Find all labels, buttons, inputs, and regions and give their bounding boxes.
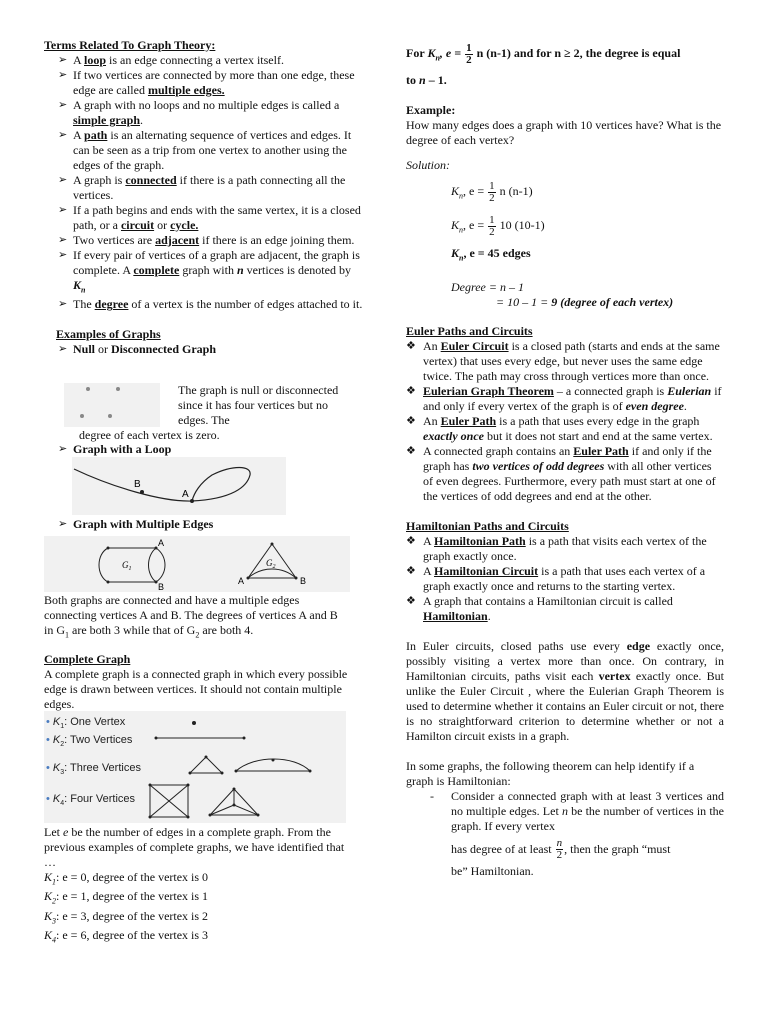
solution-label: Solution: <box>406 158 450 173</box>
terms-title: Terms Related To Graph Theory: <box>44 38 216 52</box>
hamiltonian-called-item: ❖ A graph that contains a Hamiltonian circuit is called Hamiltonian. <box>406 594 724 624</box>
term-simple-graph: ➢ A graph with no loops and no multiple edges is called a simple graph. <box>44 98 364 128</box>
term-loop: ➢ A loop is an edge connecting a vertex itself. <box>44 53 364 68</box>
vertex <box>149 816 152 819</box>
null-graph-heading-list <box>44 342 364 357</box>
edge <box>99 548 108 582</box>
degree-solution <box>406 280 724 310</box>
hamiltonian-title: Hamiltonian Paths and Circuits <box>406 518 569 533</box>
null-graph-svg <box>64 383 160 427</box>
vertex <box>271 543 274 546</box>
label-b: B <box>300 576 307 586</box>
term-multiple-edges: ➢ If two vertices are connected by more than one edge, these edge are called multiple edges. <box>44 68 364 98</box>
k4-label: • $K_4$: Four Vertices <box>46 793 136 808</box>
vertex <box>243 737 246 740</box>
euler-list <box>406 339 724 504</box>
examples-title: Examples of Graphs <box>56 327 161 342</box>
complete-graph-title: Complete Graph <box>44 652 131 666</box>
null-graph-figure <box>64 383 160 427</box>
vertex <box>108 414 112 418</box>
hamiltonian-circuit-item: ❖ A Hamiltonian Circuit is a path that uses each vertex of a graph exactly once and returns to the starting vertex. <box>406 564 724 594</box>
vertex <box>235 770 238 773</box>
right-column <box>406 42 724 879</box>
edge <box>156 548 165 582</box>
vertex <box>80 414 84 418</box>
kn-item: $K_1$: e = 0, degree of the vertex is 0 <box>44 870 209 887</box>
complete-graphs-figure <box>44 711 346 823</box>
vertex <box>116 387 120 391</box>
vertex <box>205 756 208 759</box>
k3-label: • $K_3$: Three Vertices <box>46 762 141 777</box>
edge <box>272 544 296 578</box>
terms-list <box>44 53 364 312</box>
vertex <box>149 784 152 787</box>
kn-item: $K_3$: e = 3, degree of the vertex is 2 <box>44 908 209 926</box>
vertex-b <box>140 490 144 494</box>
euler-path-condition-item: ❖ A connected graph contains an Euler Path if and only if the graph has two vertices of odd degrees with all other vertices of even degrees. Furthermore, every path must start at one of the vertices of odd degrees and end at the other. <box>406 444 724 504</box>
vertex <box>221 772 224 775</box>
vertex <box>272 759 275 762</box>
null-graph-text-2: degree of each vertex is zero. <box>79 428 220 442</box>
multi-graph-explanation: Both graphs are connected and have a multiple edges connecting vertices A and B. The degrees of vertices A and B in $G_1$ are both 3 while that of $G_2$ are both 4. <box>44 593 338 640</box>
loop-edge <box>74 468 250 502</box>
vertex <box>187 784 190 787</box>
vertex <box>233 788 236 791</box>
vertex <box>86 387 90 391</box>
term-connected: ➢ A graph is connected if there is a path connecting all the vertices. <box>44 173 364 203</box>
degree-step-1: Degree = n – 1 <box>451 279 524 294</box>
example-title: Example: <box>406 103 456 118</box>
solution-step-2: $K_n$, e = $\frac{1}{2}$ 10 (10-1) <box>451 213 545 238</box>
example-question: How many edges does a graph with 10 vertices have? What is the degree of each vertex? <box>406 118 722 148</box>
k3-triangle <box>190 757 222 773</box>
term-path: ➢ A path is an alternating sequence of vertices and edges. It can be seen as a trip from one vertex to another using the edges of the graph. <box>44 128 364 173</box>
label-a: A <box>182 489 189 500</box>
edge <box>210 805 234 815</box>
k1-vertex <box>192 721 196 725</box>
hamiltonian-list <box>406 534 724 624</box>
complete-graph-text: A complete graph is a connected graph in which every possible edge is drawn between vertices. It should not contain multiple edges. <box>44 667 348 711</box>
vertex <box>257 814 260 817</box>
solution-steps <box>406 177 724 267</box>
euler-vs-hamilton-paragraph: In Euler circuits, closed paths use every edge exactly once, possibly visiting a vertex more than once. On contrary, in Hamiltonian circuits, paths visit each vertex exactly once. But unlike the Euler Circuit , where the Eulerian Graph Theorem is used to determine whether it contains an Euler circuit or not, there is no straightforward criterion to determine whether or not a Hamilton circuit exists in a graph. <box>406 638 724 743</box>
label-a: A <box>158 538 165 548</box>
term-degree: ➢ The degree of a vertex is the number of edges attached to it. <box>44 297 364 312</box>
vertex <box>309 770 312 773</box>
vertex <box>155 737 158 740</box>
vertex <box>233 804 236 807</box>
edge <box>248 569 296 578</box>
edges-intro-text: Let e be the number of edges in a complete graph. From the previous examples of complete graphs, we have identified that … <box>44 825 345 869</box>
degree-formula: For $K_n$, e = $\frac{1}{2}$ n (n-1) and for n ≥ 2, the degree is equal to n – 1. <box>406 41 681 88</box>
theorem-list <box>406 789 724 879</box>
vertex <box>247 577 250 580</box>
dirac-theorem-item: - Consider a connected graph with at least 3 vertices and no multiple edges. Let n be the number of vertices in the graph. If every vertex has degree of at least $\frac{n}{2}$ , then the graph “must be” Hamiltonian. <box>406 789 724 879</box>
label-g1: $G_1$ <box>122 560 132 572</box>
hamiltonian-path-item: ❖ A Hamiltonian Path is a path that visits each vertex of the graph exactly once. <box>406 534 724 564</box>
loop-graph-figure <box>72 457 286 515</box>
multi-heading-list <box>44 517 364 532</box>
loop-heading-list <box>44 442 364 457</box>
solution-step-1: $K_n$, e = $\frac{1}{2}$ n (n-1) <box>451 180 533 205</box>
complete-graphs-svg <box>44 711 346 823</box>
vertex <box>189 772 192 775</box>
k2-label: • $K_2$: Two Vertices <box>46 734 133 749</box>
vertex-a <box>190 499 194 503</box>
vertex <box>187 816 190 819</box>
null-graph-text: The graph is null or disconnected since it has four vertices but no edges. The <box>178 383 339 427</box>
multi-graph-figure <box>44 536 350 592</box>
euler-title: Euler Paths and Circuits <box>406 323 533 338</box>
null-graph-heading: ➢ Null or Disconnected Graph <box>44 342 364 357</box>
degree-step-2: = 10 – 1 = 9 (degree of each vertex) <box>496 294 674 309</box>
theorem-intro: In some graphs, the following theorem can help identify if a graph is Hamiltonian: <box>406 758 695 788</box>
k1-label: • $K_1$: One Vertex <box>46 716 126 731</box>
euler-circuit-item: ❖ An Euler Circuit is a closed path (starts and ends at the same vertex) that uses every edge, but never uses the same edge twice. The path may cross through vertices more than once. <box>406 339 724 384</box>
term-adjacent: ➢ Two vertices are adjacent if there is an edge joining them. <box>44 233 364 248</box>
vertex <box>107 547 110 550</box>
vertex <box>295 577 298 580</box>
vertex <box>209 814 212 817</box>
label-g2: $G_2$ <box>266 558 276 570</box>
multi-graph-svg <box>44 536 350 592</box>
label-b: B <box>158 582 165 592</box>
multi-graph-heading: ➢ Graph with Multiple Edges <box>44 517 364 532</box>
kn-item: $K_2$: e = 1, degree of the vertex is 1 <box>44 889 209 906</box>
label-a: A <box>238 576 245 586</box>
loop-graph-heading: ➢ Graph with a Loop <box>44 442 364 457</box>
euler-theorem-item: ❖ Eulerian Graph Theorem – a connected graph is Eulerian if and only if every vertex of the graph is of even degree. <box>406 384 724 414</box>
label-b: B <box>134 479 141 490</box>
edge <box>149 548 157 582</box>
loop-graph-svg <box>72 457 286 515</box>
kn-item: $K_4$: e = 6, degree of the vertex is 3 <box>44 928 209 945</box>
euler-path-item: ❖ An Euler Path is a path that uses every edge in the graph exactly once but it does not start and end at the same vertex. <box>406 414 724 444</box>
term-circuit: ➢ If a path begins and ends with the same vertex, it is a closed path, or a circuit or cycle. <box>44 203 364 233</box>
solution-step-3: $K_n$, e = 45 edges <box>451 246 531 263</box>
term-complete: ➢ If every pair of vertices of a graph are adjacent, the graph is complete. A complete graph with n vertices is denoted by $K_n$ <box>44 248 364 297</box>
vertex <box>107 581 110 584</box>
kn-edge-list <box>44 870 356 948</box>
edge <box>234 805 258 815</box>
left-column <box>44 38 364 357</box>
